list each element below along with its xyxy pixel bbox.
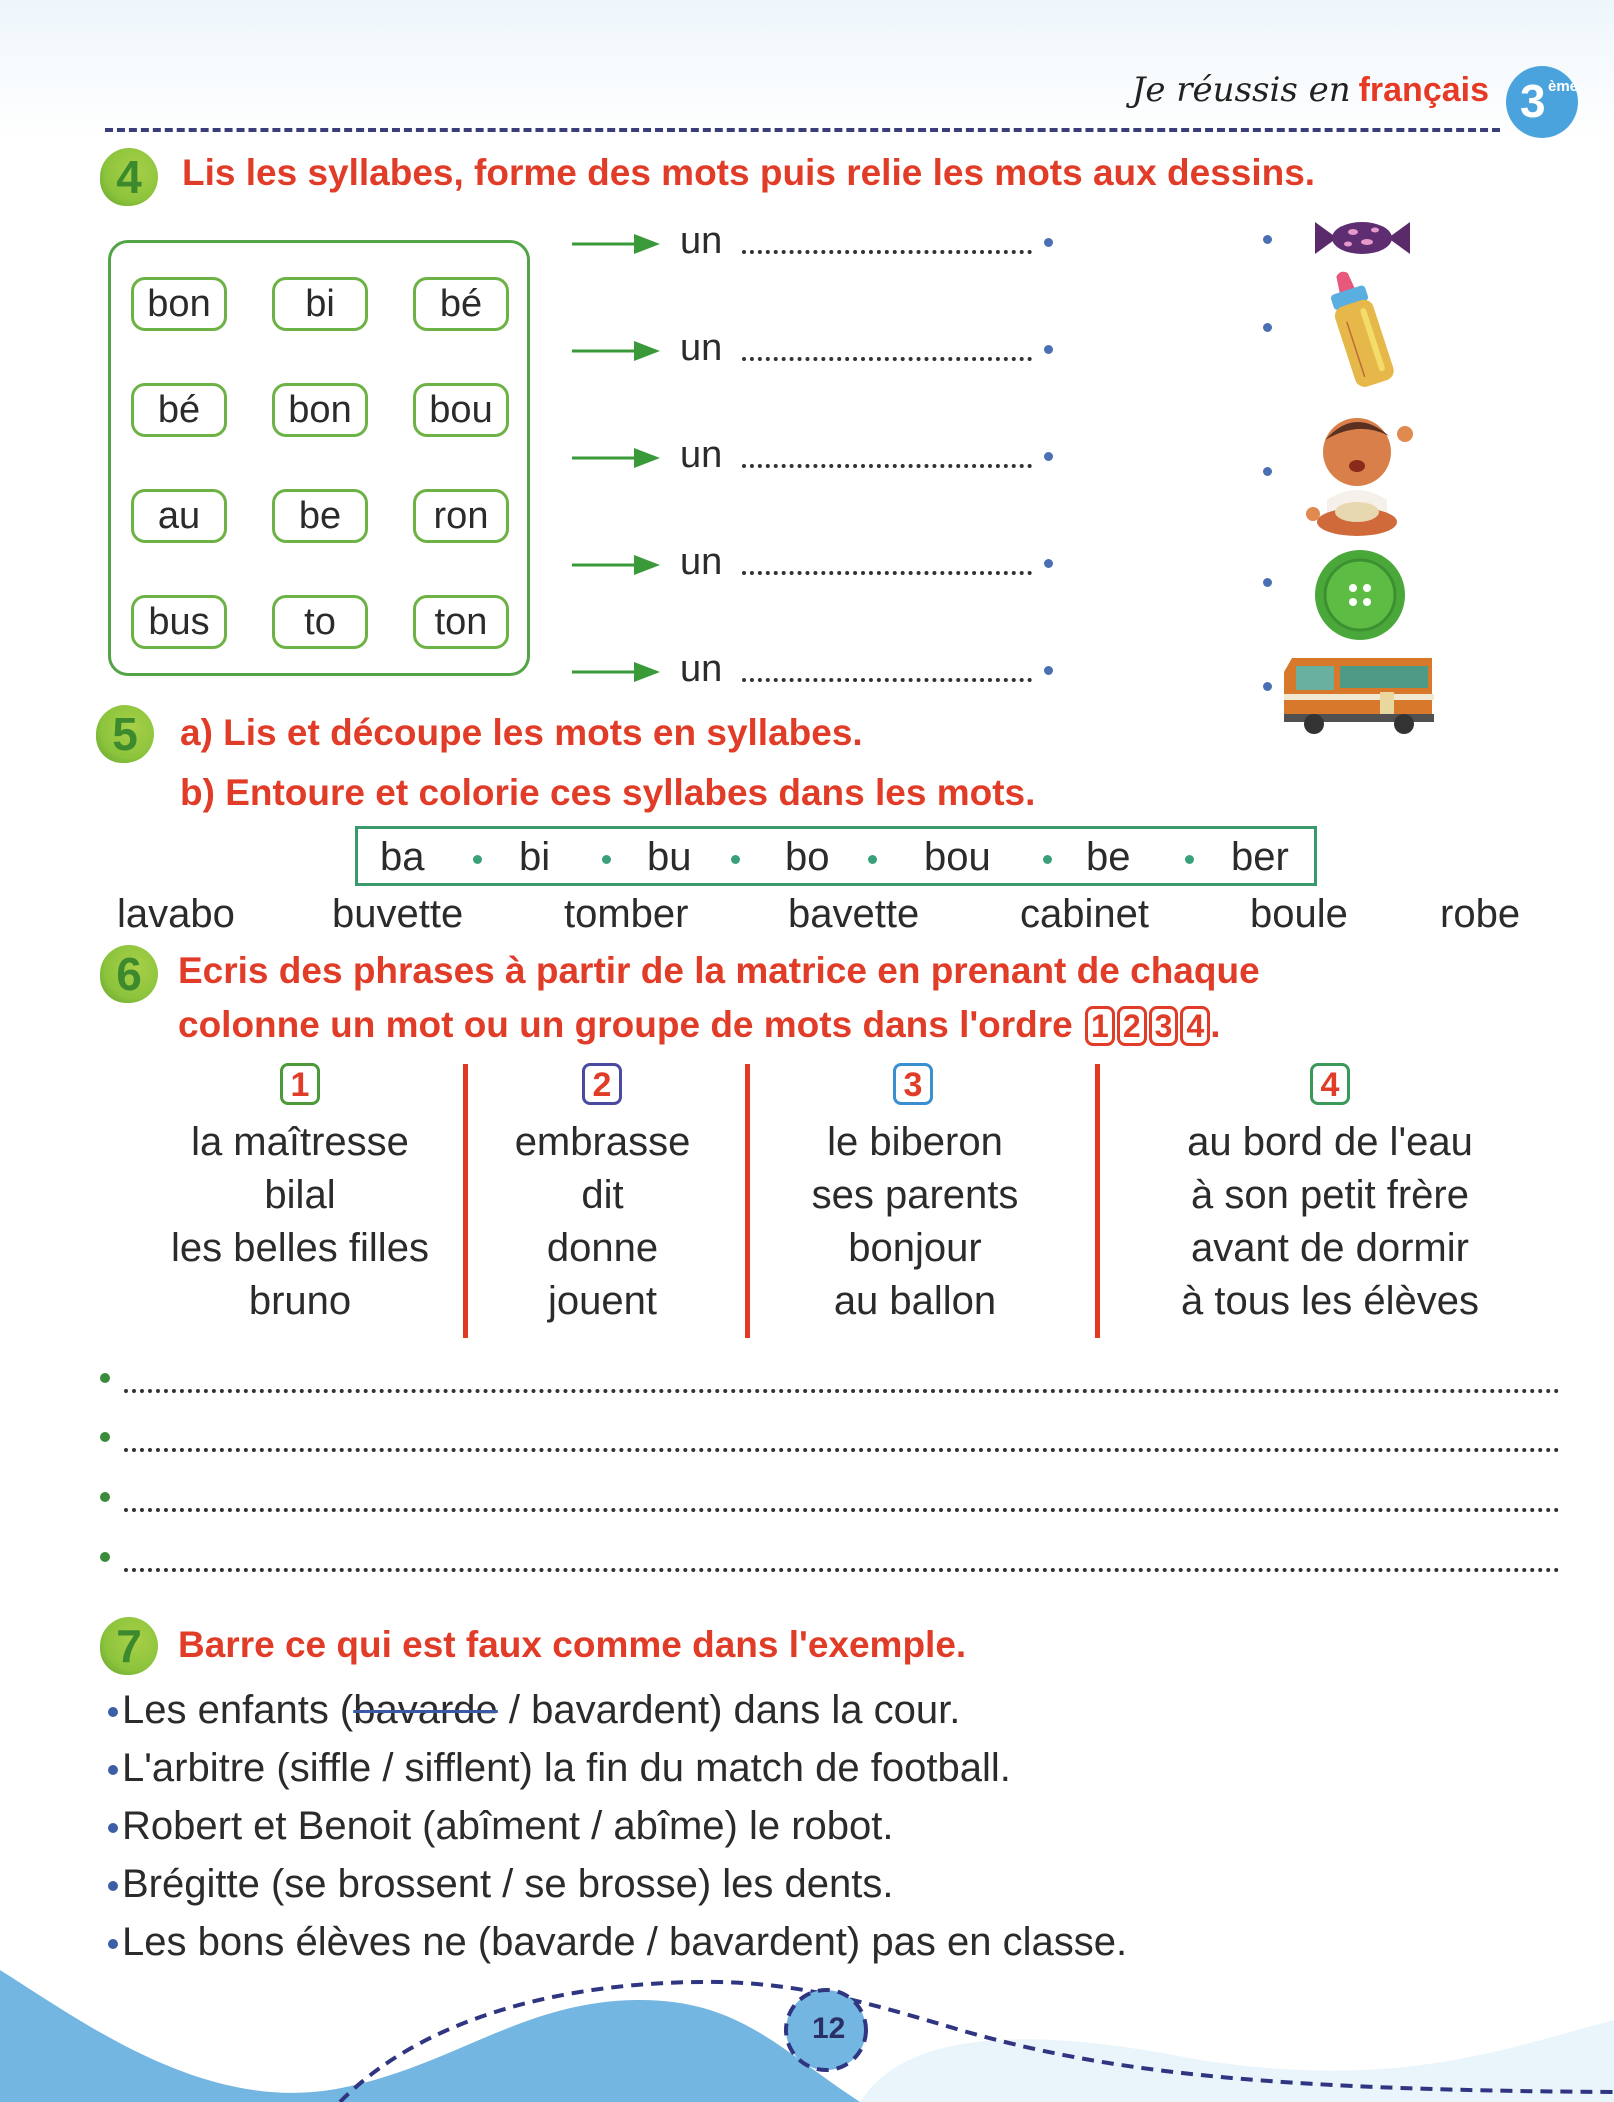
syllable-tile: to [272,595,368,649]
book-title-prefix: Je réussis en [1131,70,1351,110]
syllable-tile: au [131,489,227,543]
exercise-6-instruction-line2 [178,1004,1221,1046]
answer-row[interactable] [570,220,1070,270]
bullet-icon [100,1492,110,1502]
sentence-item[interactable] [108,1920,1127,1965]
matrix-item: à son petit frère [1191,1173,1469,1217]
matrix-item: bonjour [848,1226,982,1270]
word-to-split: bavette [788,892,920,936]
arrow-right-icon [570,446,660,470]
matrix-item: bilal [264,1173,336,1217]
matrix-item: donne [546,1226,659,1270]
exercise-4-instruction: Lis les syllabes, forme des mots puis relie les mots aux dessins. [182,152,1316,193]
column-divider [463,1064,468,1338]
syllable-tile: bon [272,383,368,437]
word-to-split: robe [1440,892,1521,936]
bullet-icon [108,1823,118,1833]
separator-dot [868,855,877,864]
matrix-item: avant de dormir [1191,1226,1469,1270]
sentence-write-line[interactable] [100,1552,1560,1582]
arrow-right-icon [570,553,660,577]
exercise-7-number: 7 [100,1617,158,1675]
answer-row[interactable] [570,327,1070,377]
answer-row[interactable] [570,648,1070,698]
matrix-item: ses parents [811,1173,1019,1217]
syllable-tile: ton [413,595,509,649]
header-divider [105,128,1500,132]
separator-dot [1185,855,1194,864]
sentence-write-line[interactable] [100,1492,1560,1522]
column-divider [745,1064,750,1338]
arrow-right-icon [570,232,660,256]
matrix-item: dit [581,1173,624,1217]
article-un: un [680,434,723,476]
syllable: bo [785,835,830,879]
syllable: bou [924,835,991,879]
order-mark: 1 [1085,1006,1115,1046]
button-icon [1313,548,1408,643]
picture-link-dot[interactable] [1263,323,1272,332]
matrix-item: au bord de l'eau [1187,1120,1473,1164]
sentence-item[interactable] [108,1804,894,1849]
bullet-icon [108,1881,118,1891]
syllable-list-box [355,826,1317,886]
syllable-tile: bou [413,383,509,437]
page-number: 12 [812,2012,846,2045]
article-un: un [680,220,723,262]
syllable: bi [519,835,551,879]
order-mark: 3 [1149,1006,1179,1046]
order-mark: 2 [1117,1006,1147,1046]
answer-blank[interactable] [742,357,1032,361]
matrix-item: la maîtresse [191,1120,409,1164]
sentence-text: L'arbitre (siffle / sifflent) la fin du match de football. [122,1746,1011,1790]
syllable-tile: bé [131,383,227,437]
syllable: bu [647,835,692,879]
separator-dot [473,855,482,864]
footer-wave [0,1960,1614,2102]
sentence-write-line[interactable] [100,1432,1560,1462]
baby-bottle-icon [1320,268,1400,393]
book-title [1132,70,1489,110]
candy-icon [1315,218,1410,258]
exercise-5-instruction-a: a) Lis et découpe les mots en syllabes. [180,712,863,753]
sentence-item[interactable] [108,1688,960,1733]
bullet-icon [100,1552,110,1562]
matrix-item: les belles filles [171,1226,429,1270]
answer-blank[interactable] [742,678,1032,682]
column-divider [1095,1064,1100,1338]
link-dot[interactable] [1044,666,1053,675]
exercise-7-instruction: Barre ce qui est faux comme dans l'exemple. [178,1624,967,1665]
word-to-split: buvette [332,892,464,936]
word-to-split: tomber [564,892,689,936]
write-blank[interactable] [124,1389,1560,1393]
grade-suffix: ème [1548,78,1579,95]
exercise-4-number: 4 [100,148,158,206]
link-dot[interactable] [1044,345,1053,354]
syllable: ba [380,835,425,879]
picture-link-dot[interactable] [1263,578,1272,587]
separator-dot [731,855,740,864]
answer-blank[interactable] [742,571,1032,575]
bus-icon [1280,648,1440,738]
sentence-text: / bavardent) dans la cour. [497,1688,961,1732]
syllable-tile: be [272,489,368,543]
exercise-6-number: 6 [100,945,158,1003]
article-un: un [680,327,723,369]
word-to-split: boule [1250,892,1348,936]
sentence-text: Robert et Benoit (abîment / abîme) le robot. [122,1804,894,1848]
matrix-item: à tous les élèves [1181,1279,1479,1323]
word-to-split: cabinet [1020,892,1149,936]
picture-link-dot[interactable] [1263,682,1272,691]
sentence-write-line[interactable] [100,1373,1560,1403]
exercise-6-instruction-line1: Ecris des phrases à partir de la matrice en prenant de chaque [178,950,1260,991]
sentence-text: Les enfants ( [122,1688,354,1732]
separator-dot [1043,855,1052,864]
link-dot[interactable] [1044,559,1053,568]
instruction-text: colonne un mot ou un groupe de mots dans l'ordre [178,1004,1073,1045]
write-blank[interactable] [124,1448,1560,1452]
sentence-text: Les bons élèves ne (bavarde / bavardent) pas en classe. [122,1920,1128,1964]
syllable-tile: bi [272,277,368,331]
matrix-item: au ballon [833,1279,997,1323]
struck-example: bavarde [353,1688,498,1732]
sentence-item[interactable] [108,1862,893,1907]
link-dot[interactable] [1044,238,1053,247]
arrow-right-icon [570,339,660,363]
grade-badge [1506,66,1578,138]
bullet-icon [100,1432,110,1442]
bullet-icon [108,1707,118,1717]
picture-link-dot[interactable] [1263,467,1272,476]
syllable-tile: bon [131,277,227,331]
baby-icon [1305,400,1423,540]
column-header-4: 4 [1310,1063,1350,1105]
answer-row[interactable] [570,434,1070,484]
matrix-item: bruno [248,1279,352,1323]
word-to-split: lavabo [117,892,235,936]
exercise-5-instruction-b: b) Entoure et colorie ces syllabes dans les mots. [180,772,1036,813]
order-mark: 4 [1180,1006,1210,1046]
matrix-item: embrasse [514,1120,691,1164]
separator-dot [602,855,611,864]
syllable: be [1086,835,1131,879]
matrix-item: le biberon [827,1120,1003,1164]
bullet-icon [108,1765,118,1775]
picture-link-dot[interactable] [1263,235,1272,244]
write-blank[interactable] [124,1568,1560,1572]
article-un: un [680,648,723,690]
link-dot[interactable] [1044,452,1053,461]
column-header-2: 2 [582,1063,622,1105]
grade-number: 3 [1520,75,1546,127]
instruction-period: . [1210,1004,1221,1045]
syllable-grid [108,240,530,676]
syllable-tile: bus [131,595,227,649]
answer-blank[interactable] [742,464,1032,468]
matrix-item: jouent [548,1279,657,1323]
answer-blank[interactable] [742,250,1032,254]
exercise-5-number: 5 [96,705,154,763]
syllable: ber [1231,835,1289,879]
sentence-text: Brégitte (se brossent / se brosse) les dents. [122,1862,894,1906]
book-subject: français [1358,71,1489,109]
arrow-right-icon [570,660,660,684]
column-header-3: 3 [893,1063,933,1105]
article-un: un [680,541,723,583]
sentence-item[interactable] [108,1746,1011,1791]
column-header-1: 1 [280,1063,320,1105]
write-blank[interactable] [124,1508,1560,1512]
syllable-tile: ron [413,489,509,543]
answer-row[interactable] [570,541,1070,591]
syllable-tile: bé [413,277,509,331]
bullet-icon [108,1939,118,1949]
bullet-icon [100,1373,110,1383]
